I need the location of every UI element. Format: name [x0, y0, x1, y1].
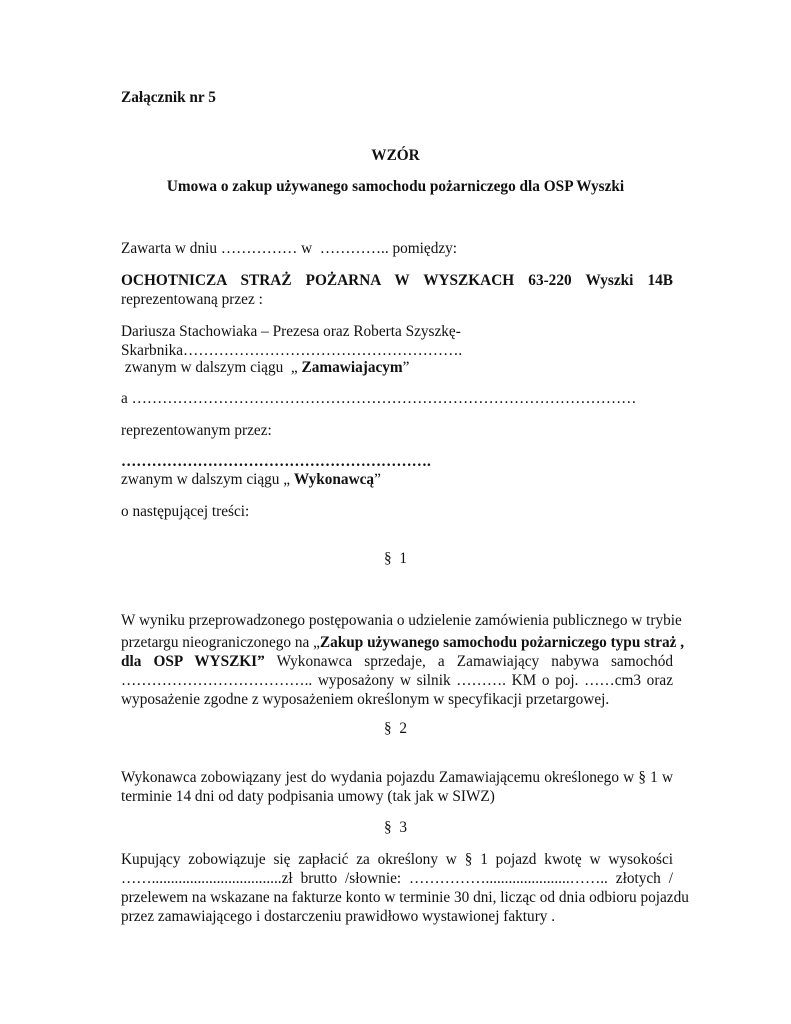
party2-a-line: a ………………………………………………………………………………………	[121, 390, 637, 407]
section3-sign: § 3	[384, 819, 407, 836]
attachment-label: Załącznik nr 5	[121, 89, 216, 106]
concluded-line: Zawarta w dniu …………… w ………….. pomiędzy:	[121, 240, 458, 257]
section1-line3: dla OSP WYSZKI” Wykonawca sprzedaje, a Zamawiający nabywa samochód	[121, 653, 673, 670]
party1-rep-line1: Dariusza Stachowiaka – Prezesa oraz Roberta Szyszkę-	[121, 323, 461, 340]
section3-line3: przelewem na wskazane na fakturze konto w terminie 30 dni, licząc od dnia odbioru pojazdu	[121, 889, 689, 906]
party1-name: OCHOTNICZA STRAŻ POŻARNA W WYSZKACH 63-220 Wyszki 14B	[121, 272, 673, 289]
section3-line1: Kupujący zobowiązuje się zapłacić za określony w § 1 pojazd kwotę w wysokości	[121, 851, 673, 868]
section2-line1: Wykonawca zobowiązany jest do wydania pojazdu Zamawiającemu określonego w § 1 w	[121, 769, 673, 786]
party1-called-name: Zamawiajacym	[301, 359, 403, 376]
section1-line5: wyposażenie zgodne z wyposażeniem określonym w specyfikacji przetargowej.	[121, 691, 610, 708]
section1-line1: W wyniku przeprowadzonego postępowania o udzielenie zamówienia publicznego w trybie	[121, 612, 682, 629]
section1-line4: ……………………………….. wyposażony w silnik ………. KM o poj. ……cm3 oraz	[121, 672, 673, 689]
section1-sign: § 1	[384, 550, 407, 567]
party2-called-name: Wykonawcą	[293, 471, 375, 488]
party2-represented: reprezentowanym przez:	[121, 422, 272, 439]
section1-line2: przetargu nieograniczonego na „Zakup używanego samochodu pożarniczego typu straż ,	[121, 634, 685, 651]
section2-line2: terminie 14 dni od daty podpisania umowy (tak jak w SIWZ)	[121, 788, 495, 805]
party2-called: zwanym w dalszym ciągu „ Wykonawcą”	[121, 471, 381, 488]
content-intro: o następującej treści:	[121, 503, 250, 520]
section3-line2: ……..................................zł brutto /słownie: ……………......................…….. złotych /	[121, 870, 673, 887]
document-heading: WZÓR	[371, 147, 420, 164]
party1-represented: reprezentowaną przez :	[121, 291, 263, 308]
document-subtitle: Umowa o zakup używanego samochodu pożarniczego dla OSP Wyszki	[166, 178, 625, 195]
party1-called: zwanym w dalszym ciągu „ Zamawiajacym”	[121, 359, 410, 376]
party1-rep-line2: Skarbnika……………………………………………….	[121, 342, 463, 359]
section2-sign: § 2	[384, 720, 407, 737]
party2-dots: …………………………………………………….	[121, 453, 431, 470]
section1-subject: Zakup używanego samochodu pożarniczego typu straż ,	[319, 634, 685, 651]
section3-line4: przez zamawiającego i dostarczeniu prawidłowo wystawionej faktury .	[121, 908, 556, 925]
